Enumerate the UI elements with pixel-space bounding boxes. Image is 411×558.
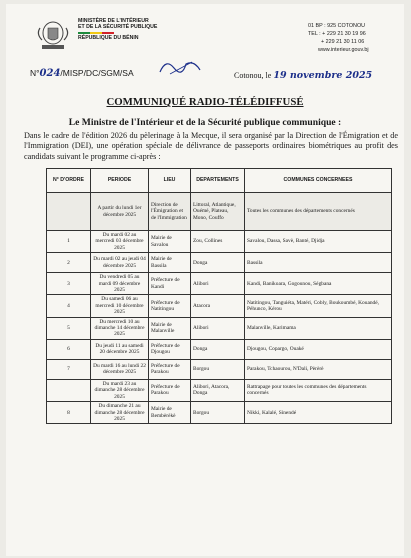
- cell-dep: Alibori: [191, 317, 245, 339]
- table-header-row: [47, 169, 392, 193]
- cell-lieu: Préfecture de Natitingou: [149, 295, 191, 317]
- cell-lieu: Mairie de Malanville: [149, 317, 191, 339]
- contact-line: TEL : + 229 21 30 19 96: [308, 31, 366, 37]
- cell-num: [47, 379, 91, 401]
- cell-lieu: Direction de l'Émigration et de l'Immigration: [149, 193, 191, 231]
- coat-of-arms-emblem: [34, 18, 72, 52]
- cell-num: 1: [47, 231, 91, 253]
- cell-lieu: Mairie de Savalou: [149, 231, 191, 253]
- cell-communes: Natitingou, Tanguiéta, Matéri, Cobly, Boukoumbé, Kouandé, Péhunco, Kérou: [245, 295, 392, 317]
- cell-communes: Rattrapage pour toutes les communes des départements concernés: [245, 379, 392, 401]
- table-body: [47, 193, 392, 424]
- ref-suffix: /MISP/DC/SGM/SA: [60, 68, 134, 78]
- cell-periode: Du mardi 02 au jeudi 04 décembre 2025: [91, 253, 149, 273]
- cell-periode: Du dimanche 21 au dimanche 28 décembre 2025: [91, 402, 149, 424]
- handwritten-date: 19 novembre 2025: [273, 70, 373, 81]
- cell-periode: Du samedi 06 au mercredi 10 décembre 2025: [91, 295, 149, 317]
- cell-dep: Atacora: [191, 295, 245, 317]
- country-name: RÉPUBLIQUE DU BÉNIN: [78, 34, 139, 41]
- cell-lieu: Mairie de Bembèrèkè: [149, 402, 191, 424]
- cell-communes: Bassila: [245, 253, 392, 273]
- cell-lieu: Préfecture de Parakou: [149, 359, 191, 379]
- cell-num: 4: [47, 295, 91, 317]
- table-row: [47, 253, 392, 273]
- ref-number: 024: [39, 68, 61, 79]
- cell-lieu: Préfecture de Parakou: [149, 379, 191, 401]
- reference-number: [30, 68, 134, 79]
- table-row: [47, 339, 392, 359]
- cell-num: 6: [47, 339, 91, 359]
- cell-communes: Savalou, Dassa, Savè, Banté, Djidja: [245, 231, 392, 253]
- cell-num: [47, 193, 91, 231]
- cell-periode: Du jeudi 11 au samedi 20 décembre 2025: [91, 339, 149, 359]
- cell-dep: Littoral, Atlantique, Ouémé, Plateau, Mono, Couffo: [191, 193, 245, 231]
- ministry-heading: [78, 18, 157, 41]
- contact-line: www.interieur.gouv.bj: [318, 47, 369, 53]
- cell-dep: Borgou: [191, 359, 245, 379]
- table-row: [47, 359, 392, 379]
- ref-prefix: N°: [30, 68, 40, 78]
- ministry-line1: MINISTÈRE DE L'INTÉRIEUR: [78, 18, 149, 24]
- cell-dep: Alibori: [191, 273, 245, 295]
- table-row: [47, 231, 392, 253]
- table-row: [47, 193, 392, 231]
- page-subtitle: Le Ministre de l'Intérieur et de la Sécurité publique communique :: [68, 117, 342, 128]
- cell-dep: Borgou: [191, 402, 245, 424]
- cell-periode: Du mardi 02 au mercredi 03 décembre 2025: [91, 231, 149, 253]
- cell-communes: Djougou, Copargo, Ouaké: [245, 339, 392, 359]
- cell-communes: Parakou, Tchaourou, N'Dali, Pèrèrè: [245, 359, 392, 379]
- cell-periode: Du vendredi 05 au mardi 09 décembre 2025: [91, 273, 149, 295]
- cell-periode: Du mardi 23 au dimanche 28 décembre 2025: [91, 379, 149, 401]
- cell-dep: Zou, Collines: [191, 231, 245, 253]
- cell-periode: Du mercredi 10 au dimanche 14 décembre 2025: [91, 317, 149, 339]
- cell-communes: Nikki, Kalalé, Sinendé: [245, 402, 392, 424]
- flag-stripe: [78, 32, 114, 34]
- cell-dep: Donga: [191, 253, 245, 273]
- cell-lieu: Mairie de Bassila: [149, 253, 191, 273]
- col-header: PERIODE: [91, 169, 149, 193]
- table-row: [47, 379, 392, 401]
- cell-num: 2: [47, 253, 91, 273]
- table-row: [47, 295, 392, 317]
- col-header: N° D'ORDRE: [47, 169, 91, 193]
- cell-lieu: Préfecture de Djougou: [149, 339, 191, 359]
- cell-num: 5: [47, 317, 91, 339]
- place-city: Cotonou, le: [234, 71, 272, 80]
- table-row: [47, 273, 392, 295]
- document-page: [6, 4, 404, 556]
- cell-num: 3: [47, 273, 91, 295]
- cell-periode: Du mardi 16 au lundi 22 décembre 2025: [91, 359, 149, 379]
- contact-line: 01 BP : 925 COTONOU: [308, 23, 366, 29]
- schedule-table: [46, 168, 392, 424]
- place-date: [234, 70, 372, 81]
- ministry-line2: ET DE LA SÉCURITÉ PUBLIQUE: [78, 24, 158, 31]
- cell-periode: A partir du lundi 1er décembre 2025: [91, 193, 149, 231]
- cell-lieu: Préfecture de Kandi: [149, 273, 191, 295]
- cell-num: 8: [47, 402, 91, 424]
- cell-communes: Kandi, Banikoara, Gogounou, Ségbana: [245, 273, 392, 295]
- col-header: DEPARTEMENTS: [191, 169, 245, 193]
- col-header: LIEU: [149, 169, 191, 193]
- signature-mark: [156, 56, 204, 78]
- col-header: COMMUNES CONCERNEES: [245, 169, 392, 193]
- table-row: [47, 317, 392, 339]
- intro-paragraph: Dans le cadre de l'édition 2026 du pèlerinage à la Mecque, il sera organisé par la Direction de l'Émigration et de l'Immigration (DEI), une opération spéciale de délivrance de passeports ordinaires biométriques au profit des candidats suivant le programme ci-après :: [24, 131, 398, 161]
- cell-communes: Toutes les communes des départements concernés: [245, 193, 392, 231]
- contact-line: + 229 21 30 11 06: [321, 39, 365, 45]
- page-title: COMMUNIQUÉ RADIO-TÉLÉDIFFUSÉ: [106, 96, 304, 108]
- table-row: [47, 402, 392, 424]
- cell-communes: Malanville, Karimama: [245, 317, 392, 339]
- contact-block: [308, 22, 369, 54]
- cell-dep: Donga: [191, 339, 245, 359]
- cell-num: 7: [47, 359, 91, 379]
- cell-dep: Alibori, Atacora, Donga: [191, 379, 245, 401]
